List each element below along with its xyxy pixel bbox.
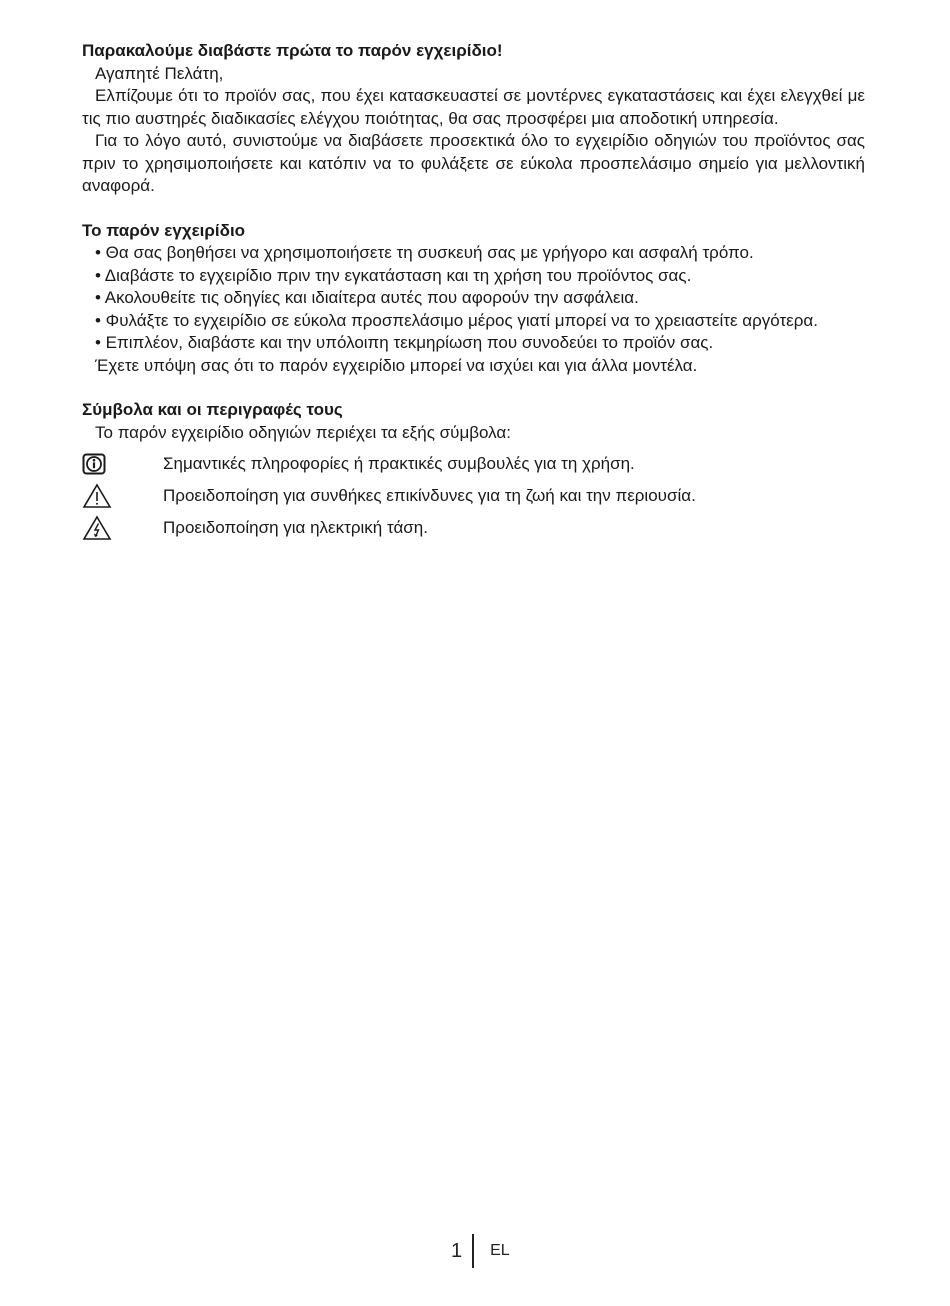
symbols-intro: Το παρόν εγχειρίδιο οδηγιών περιέχει τα εξής σύμβολα: — [95, 422, 511, 442]
page-footer — [451, 1233, 510, 1269]
electric-warning-icon — [82, 515, 163, 541]
document-page — [82, 40, 865, 544]
manual-bullet: • Διαβάστε το εγχειρίδιο πριν την εγκατάσταση και τη χρήση του προϊόντος σας. — [95, 265, 692, 285]
symbols-section-title: Σύμβολα και οι περιγραφές τους — [82, 400, 343, 419]
greeting: Αγαπητέ Πελάτη, — [95, 63, 224, 83]
symbol-description: Προειδοποίηση για ηλεκτρική τάση. — [163, 517, 428, 537]
info-icon — [82, 453, 163, 475]
symbols-list — [82, 448, 865, 544]
symbol-row-info — [82, 448, 865, 480]
symbol-row-warning — [82, 480, 865, 512]
symbol-row-electric — [82, 512, 865, 544]
intro-paragraph-1: Ελπίζουμε ότι το προϊόν σας, που έχει κατασκευαστεί σε μοντέρνες εγκαταστάσεις και έχει ελεγχθεί με τις πιο αυστηρές διαδικασίες ελέγχου ποιότητας, θα σας προσφέρει μια αποδοτική υπηρεσία. — [82, 86, 865, 128]
manual-note: Έχετε υπόψη σας ότι το παρόν εγχειρίδιο μπορεί να ισχύει και για άλλα μοντέλα. — [95, 355, 698, 375]
manual-section-title: Το παρόν εγχειρίδιο — [82, 220, 246, 240]
manual-bullet: • Ακολουθείτε τις οδηγίες και ιδιαίτερα αυτές που αφορούν την ασφάλεια. — [95, 288, 639, 307]
warning-icon — [82, 483, 163, 509]
symbol-description: Σημαντικές πληροφορίες ή πρακτικές συμβουλές για τη χρήση. — [163, 453, 635, 473]
page-number: 1 — [451, 1239, 463, 1262]
symbol-description: Προειδοποίηση για συνθήκες επικίνδυνες για τη ζωή και την περιουσία. — [163, 485, 696, 505]
language-code: EL — [490, 1242, 510, 1259]
manual-bullet: • Επιπλέον, διαβάστε και την υπόλοιπη τεκμηρίωση που συνοδεύει το προϊόν σας. — [95, 333, 714, 352]
manual-bullet: • Φυλάξτε το εγχειρίδιο σε εύκολα προσπελάσιμο μέρος γιατί μπορεί να το χρειαστείτε αργότερα. — [95, 310, 818, 330]
intro-title: Παρακαλούμε διαβάστε πρώτα το παρόν εγχειρίδιο! — [82, 41, 503, 60]
intro-paragraph-2: Για το λόγο αυτό, συνιστούμε να διαβάσετε προσεκτικά όλο το εγχειρίδιο οδηγιών του προϊόντος σας πριν το χρησιμοποιήσετε και κατόπιν να το φυλάξετε σε εύκολα προσπελάσιμο σημείο για μελλοντική αναφορά. — [82, 131, 865, 195]
manual-bullet: • Θα σας βοηθήσει να χρησιμοποιήσετε τη συσκευή σας με γρήγορο και ασφαλή τρόπο. — [95, 243, 754, 262]
